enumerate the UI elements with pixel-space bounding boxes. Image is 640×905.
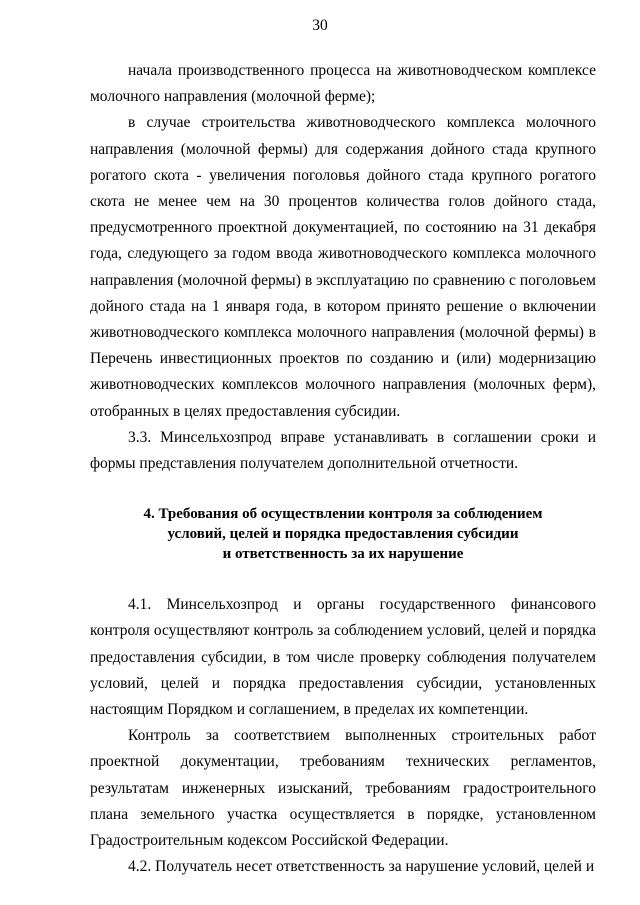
section-heading-line-1: 4. Требования об осуществлении контроля за соблюдением bbox=[143, 506, 543, 523]
section-heading-line-3: и ответственность за их нарушение bbox=[222, 546, 464, 563]
paragraph-farm-start: начала производственного процесса на животноводческом комплексе молочного направления (молочной ферме); bbox=[90, 62, 596, 106]
paragraph-construction-control: Контроль за соответствием выполненных строительных работ проектной документации, требованиям технических регламентов, результатам инженерных изысканий, требованиям градостроительного плана земельного участка осуществляется в порядке, установленном Градостроительным кодексом Российской Федерации. bbox=[90, 727, 596, 850]
paragraph-4-1: 4.1. Минсельхозпрод и органы государственного финансового контроля осуществляют контроль за соблюдением условий, целей и порядка предоставления субсидии, в том числе проверку соблюдения получателем условий, целей и порядка предоставления субсидии, установленных настоящим Порядком и соглашением, в пределах их компетенции. bbox=[90, 596, 596, 719]
paragraph-herd-increase: в случае строительства животноводческого комплекса молочного направления (молочной фермы) для содержания дойного стада крупного рогатого скота - увеличения поголовья дойного стада крупного рогатого скота не менее чем на 30 процентов количества голов дойного стада, предусмотренного проектной документацией, по состоянию на 31 декабря года, следующего за годом ввода животноводческого комплекса молочного направления (молочной фермы) в эксплуатацию по сравнению с поголовьем дойного стада на 1 января года, в котором принято решение о включении животноводческого комплекса молочного направления (молочной фермы) в Перечень инвестиционных проектов по созданию и (или) модернизацию животноводческих комплексов молочного направления (молочных ферм), отобранных в целях предоставления субсидии. bbox=[90, 114, 596, 420]
page-number: 30 bbox=[312, 17, 328, 34]
document-body bbox=[90, 58, 596, 880]
section-heading-line-2: условий, целей и порядка предоставления субсидии bbox=[167, 526, 519, 543]
paragraph-3-3: 3.3. Минсельхозпрод вправе устанавливать в соглашении сроки и формы представления получателем дополнительной отчетности. bbox=[90, 428, 596, 473]
section-heading bbox=[90, 504, 596, 564]
paragraph-4-2: 4.2. Получатель несет ответственность за нарушение условий, целей и bbox=[128, 858, 595, 876]
